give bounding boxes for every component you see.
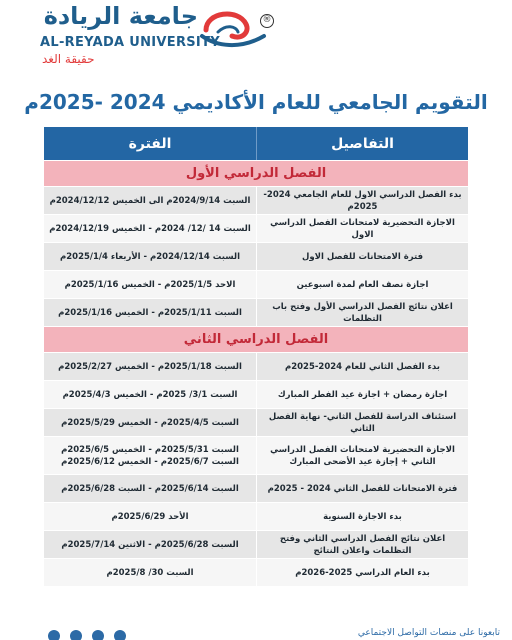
page-title: التقويم الجامعي للعام الأكاديمي 2024 -2025م xyxy=(24,90,488,114)
header xyxy=(0,0,512,78)
period-cell: السبت 2024/9/14م الى الخميس 2024/12/12م xyxy=(49,195,251,206)
academic-calendar-table xyxy=(44,127,468,586)
table-row xyxy=(44,242,468,270)
column-header-period: الفترة xyxy=(128,135,172,152)
university-logo xyxy=(40,2,280,72)
logo-arabic-name: جامعة الريادة xyxy=(43,2,198,30)
period-cell: الأحد 2025/6/29م xyxy=(111,511,189,522)
period-cell: الاحد 2025/1/5م - الخميس 2025/1/16م xyxy=(64,279,236,290)
details-cell: اعلان نتائج الفصل الدراسي الثاني وفتح التظلمات واعلان النتائج xyxy=(256,531,468,558)
table-row xyxy=(44,530,468,558)
table-row xyxy=(44,214,468,242)
table-row xyxy=(44,270,468,298)
social-icon[interactable] xyxy=(48,630,60,640)
period-cell: السبت 14 /12/ 2024م - الخميس 2024/12/19م xyxy=(49,223,251,234)
footer-text: تابعونا على منصات التواصل الاجتماعي xyxy=(357,628,500,638)
table-row xyxy=(44,558,468,586)
table-row xyxy=(44,436,468,474)
social-icon[interactable] xyxy=(92,630,104,640)
logo-tagline: حقيقة الغد xyxy=(42,52,95,66)
social-icon[interactable] xyxy=(114,630,126,640)
details-cell: الاجازة التحضيرية لامتحانات الفصل الدراسي الاول xyxy=(256,215,468,242)
details-cell: اعلان نتائج الفصل الدراسي الأول وفتح باب التظلمات xyxy=(256,299,468,326)
period-cell: السبت 2025/1/11م - الخميس 2025/1/16م xyxy=(58,307,242,318)
details-cell: بدء الاجازة السنوية xyxy=(256,503,468,530)
details-cell: فترة الامتحانات للفصل الاول xyxy=(256,243,468,270)
footer xyxy=(0,628,512,640)
registered-mark: ® xyxy=(260,14,274,28)
column-header-details: التفاصيل xyxy=(256,127,468,160)
table-row xyxy=(44,352,468,380)
table-header xyxy=(44,127,468,160)
details-cell: فترة الامتحانات للفصل الثاني 2024 - 2025م xyxy=(256,475,468,502)
table-row xyxy=(44,474,468,502)
social-icon[interactable] xyxy=(70,630,82,640)
table-row xyxy=(44,186,468,214)
table-row xyxy=(44,408,468,436)
period-cell: السبت 2025/6/28م - الاثنين 2025/7/14م xyxy=(61,539,239,550)
logo-english-name: AL-REYADA UNIVERSITY xyxy=(40,35,220,50)
table-row xyxy=(44,298,468,326)
details-cell: بدء الفصل الدراسي الاول للعام الجامعي 2024-2025م xyxy=(256,187,468,214)
table-row xyxy=(44,502,468,530)
semester-heading: الفصل الدراسي الأول xyxy=(44,160,468,186)
period-cell: السبت 2025/5/31م - الخميس 2025/6/5م السبت 2025/6/7م - الخميس 2025/6/12م xyxy=(61,444,239,467)
details-cell: استئناف الدراسة للفصل الثاني- نهاية الفصل الثاني xyxy=(256,409,468,436)
table-row xyxy=(44,380,468,408)
period-cell: السبت 30/ 2025/8م xyxy=(106,567,194,578)
details-cell: اجازة نصف العام لمدة اسبوعين xyxy=(256,271,468,298)
table-body xyxy=(44,160,468,586)
details-cell: الاجازة التحضيرية لامتحانات الفصل الدراسي الثاني + إجازة عيد الأضحى المبارك xyxy=(256,437,468,474)
period-cell: السبت 2025/6/14م - السبت 2025/6/28م xyxy=(61,483,239,494)
period-cell: السبت 3/1/ 2025م - الخميس 2025/4/3م xyxy=(62,389,238,400)
details-cell: بدء الفصل الثاني للعام 2024-2025م xyxy=(256,353,468,380)
logo-emblem-icon xyxy=(198,6,270,50)
details-cell: بدء العام الدراسي 2025-2026م xyxy=(256,559,468,586)
semester-heading: الفصل الدراسي الثاني xyxy=(44,326,468,352)
details-cell: اجازة رمضان + اجازة عيد الفطر المبارك xyxy=(256,381,468,408)
period-cell: السبت 2024/12/14م - الأربعاء 2025/1/4م xyxy=(60,251,240,262)
period-cell: السبت 2025/4/5م - الخميس 2025/5/29م xyxy=(61,417,239,428)
period-cell: السبت 2025/1/18م - الخميس 2025/2/27م xyxy=(58,361,242,372)
